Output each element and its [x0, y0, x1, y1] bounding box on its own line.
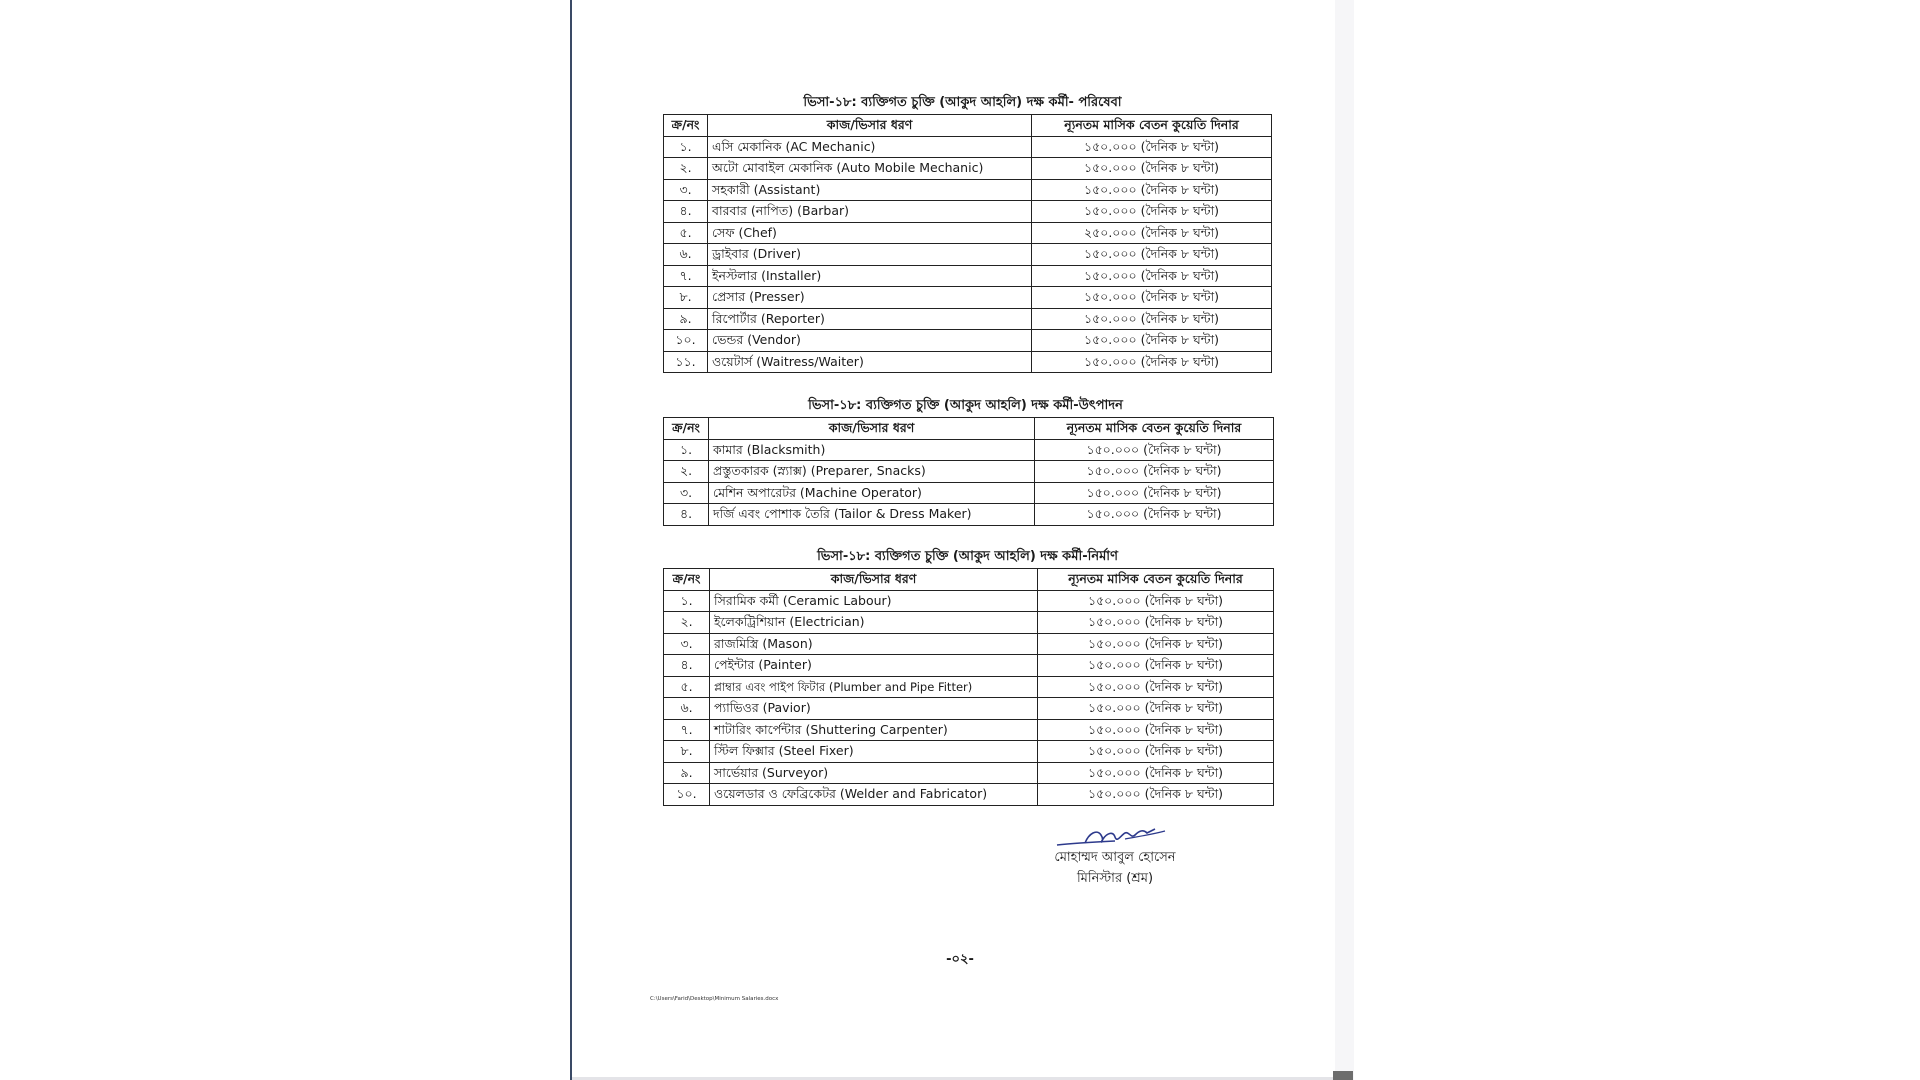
row-job: প্রস্তুতকারক (স্ন্যাক্স) (Preparer, Snacks) — [709, 461, 1035, 483]
signature-block — [1025, 825, 1205, 895]
row-job: সিরামিক কর্মী (Ceramic Labour) — [710, 590, 1038, 612]
row-serial: ১. — [664, 439, 709, 461]
row-wage: ১৫০.০০০ (দৈনিক ৮ ঘন্টা) — [1038, 784, 1274, 806]
row-wage: ১৫০.০০০ (দৈনিক ৮ ঘন্টা) — [1038, 633, 1274, 655]
table-row — [664, 265, 1272, 287]
table-row — [664, 698, 1274, 720]
row-job: ড্রাইবার (Driver) — [708, 244, 1032, 266]
row-job: ওয়েটার্স (Waitress/Waiter) — [708, 351, 1032, 373]
header-job-type: কাজ/ভিসার ধরণ — [708, 115, 1032, 137]
table-row — [664, 222, 1272, 244]
row-job: পেইন্টার (Painter) — [710, 655, 1038, 677]
row-wage: ১৫০.০০০ (দৈনিক ৮ ঘন্টা) — [1032, 351, 1272, 373]
row-job: বারবার (নাপিত) (Barbar) — [708, 201, 1032, 223]
row-serial: ৬. — [664, 244, 708, 266]
signatory-designation: মিনিস্টার (শ্রম) — [1076, 871, 1154, 886]
row-job: সহকারী (Assistant) — [708, 179, 1032, 201]
row-serial: ৫. — [664, 222, 708, 244]
row-wage: ১৫০.০০০ (দৈনিক ৮ ঘন্টা) — [1038, 719, 1274, 741]
row-serial: ১০. — [664, 330, 708, 352]
table-row — [664, 762, 1274, 784]
header-serial: ক্র/নং — [664, 115, 708, 137]
row-wage: ১৫০.০০০ (দৈনিক ৮ ঘন্টা) — [1032, 265, 1272, 287]
table-row — [664, 287, 1272, 309]
row-job: ভেন্ডর (Vendor) — [708, 330, 1032, 352]
page-right-margin — [1335, 0, 1354, 1080]
table-row — [664, 612, 1274, 634]
row-job: কামার (Blacksmith) — [709, 439, 1035, 461]
table-row — [664, 244, 1272, 266]
wage-table-services — [663, 114, 1272, 373]
header-job-type: কাজ/ভিসার ধরণ — [709, 418, 1035, 440]
row-serial: ১. — [664, 136, 708, 158]
section-title-production: ভিসা-১৮: ব্যক্তিগত চুক্তি (আকুদ আহলি) দক্ষ কর্মী-উৎপাদন — [808, 398, 1123, 413]
row-wage: ১৫০.০০০ (দৈনিক ৮ ঘন্টা) — [1032, 158, 1272, 180]
row-serial: ৩. — [664, 179, 708, 201]
row-wage: ১৫০.০০০ (দৈনিক ৮ ঘন্টা) — [1038, 655, 1274, 677]
row-job: প্যাভিওর (Pavior) — [710, 698, 1038, 720]
row-serial: ৩. — [664, 482, 709, 504]
row-job: এসি মেকানিক (AC Mechanic) — [708, 136, 1032, 158]
table-row — [664, 330, 1272, 352]
table-row — [664, 351, 1272, 373]
table-row — [664, 179, 1272, 201]
row-serial: ৪. — [664, 504, 709, 526]
row-job: মেশিন অপারেটর (Machine Operator) — [709, 482, 1035, 504]
table-row — [664, 590, 1274, 612]
row-wage: ২৫০.০০০ (দৈনিক ৮ ঘন্টা) — [1032, 222, 1272, 244]
row-wage: ১৫০.০০০ (দৈনিক ৮ ঘন্টা) — [1032, 201, 1272, 223]
row-job: স্টিল ফিক্সার (Steel Fixer) — [710, 741, 1038, 763]
wage-table-construction — [663, 568, 1274, 806]
row-serial: ৩. — [664, 633, 710, 655]
row-serial: ৬. — [664, 698, 710, 720]
row-serial: ২. — [664, 461, 709, 483]
row-job: ইনস্টলার (Installer) — [708, 265, 1032, 287]
row-serial: ৯. — [664, 308, 708, 330]
row-wage: ১৫০.০০০ (দৈনিক ৮ ঘন্টা) — [1035, 439, 1274, 461]
table-row — [664, 741, 1274, 763]
row-wage: ১৫০.০০০ (দৈনিক ৮ ঘন্টা) — [1038, 698, 1274, 720]
row-wage: ১৫০.০০০ (দৈনিক ৮ ঘন্টা) — [1032, 244, 1272, 266]
row-serial: ১. — [664, 590, 710, 612]
row-serial: ২. — [664, 158, 708, 180]
table-row — [664, 136, 1272, 158]
header-min-wage: ন্যূনতম মাসিক বেতন কুয়েতি দিনার — [1035, 418, 1274, 440]
row-wage: ১৫০.০০০ (দৈনিক ৮ ঘন্টা) — [1038, 762, 1274, 784]
header-serial: ক্র/নং — [664, 418, 709, 440]
table-row — [664, 482, 1274, 504]
row-wage: ১৫০.০০০ (দৈনিক ৮ ঘন্টা) — [1032, 179, 1272, 201]
row-job: প্রেসার (Presser) — [708, 287, 1032, 309]
row-serial: ৯. — [664, 762, 710, 784]
header-min-wage: ন্যূনতম মাসিক বেতন কুয়েতি দিনার — [1038, 569, 1274, 591]
wage-table-production — [663, 417, 1274, 526]
row-serial: ২. — [664, 612, 710, 634]
row-serial: ১১. — [664, 351, 708, 373]
row-job: সেফ (Chef) — [708, 222, 1032, 244]
row-job: প্লাম্বার এবং পাইপ ফিটার (Plumber and Pipe Fitter) — [710, 676, 1038, 698]
row-serial: ৭. — [664, 265, 708, 287]
row-wage: ১৫০.০০০ (দৈনিক ৮ ঘন্টা) — [1038, 612, 1274, 634]
row-wage: ১৫০.০০০ (দৈনিক ৮ ঘন্টা) — [1032, 136, 1272, 158]
row-serial: ৮. — [664, 287, 708, 309]
section-title-services: ভিসা-১৮: ব্যক্তিগত চুক্তি (আকুদ আহলি) দক্ষ কর্মী- পরিষেবা — [803, 95, 1122, 110]
table-row — [664, 676, 1274, 698]
row-job: সার্ভেয়ার (Surveyor) — [710, 762, 1038, 784]
table-row — [664, 784, 1274, 806]
table-row — [664, 158, 1272, 180]
row-job: দর্জি এবং পোশাক তৈরি (Tailor & Dress Maker) — [709, 504, 1035, 526]
row-job: রাজমিস্ত্রি (Mason) — [710, 633, 1038, 655]
row-wage: ১৫০.০০০ (দৈনিক ৮ ঘন্টা) — [1035, 504, 1274, 526]
page-number: -০২- — [946, 952, 974, 967]
row-job: রিপোর্টার (Reporter) — [708, 308, 1032, 330]
row-wage: ১৫০.০০০ (দৈনিক ৮ ঘন্টা) — [1038, 741, 1274, 763]
table-row — [664, 308, 1272, 330]
table-row — [664, 633, 1274, 655]
table-row — [664, 719, 1274, 741]
row-wage: ১৫০.০০০ (দৈনিক ৮ ঘন্টা) — [1032, 287, 1272, 309]
row-wage: ১৫০.০০০ (দৈনিক ৮ ঘন্টা) — [1032, 308, 1272, 330]
row-serial: ৪. — [664, 201, 708, 223]
table-row — [664, 439, 1274, 461]
row-wage: ১৫০.০০০ (দৈনিক ৮ ঘন্টা) — [1038, 590, 1274, 612]
row-wage: ১৫০.০০০ (দৈনিক ৮ ঘন্টা) — [1032, 330, 1272, 352]
table-row — [664, 461, 1274, 483]
scan-corner-mark — [1333, 1071, 1353, 1080]
row-wage: ১৫০.০০০ (দৈনিক ৮ ঘন্টা) — [1035, 482, 1274, 504]
row-wage: ১৫০.০০০ (দৈনিক ৮ ঘন্টা) — [1035, 461, 1274, 483]
row-job: শাটারিং কার্পেন্টার (Shuttering Carpenter) — [710, 719, 1038, 741]
signatory-name: মোহাম্মদ আবুল হোসেন — [1054, 850, 1176, 865]
header-serial: ক্র/নং — [664, 569, 710, 591]
table-row — [664, 655, 1274, 677]
row-wage: ১৫০.০০০ (দৈনিক ৮ ঘন্টা) — [1038, 676, 1274, 698]
row-serial: ৪. — [664, 655, 710, 677]
row-job: ইলেকট্রিশিয়ান (Electrician) — [710, 612, 1038, 634]
table-header-row — [664, 569, 1274, 591]
table-header-row — [664, 115, 1272, 137]
header-job-type: কাজ/ভিসার ধরণ — [710, 569, 1038, 591]
row-serial: ১০. — [664, 784, 710, 806]
row-serial: ৭. — [664, 719, 710, 741]
table-row — [664, 201, 1272, 223]
file-path-footer: C:\Users\Farid\Desktop\Minimum Salaries.docx — [650, 996, 779, 1002]
row-serial: ৮. — [664, 741, 710, 763]
row-job: অটো মোবাইল মেকানিক (Auto Mobile Mechanic) — [708, 158, 1032, 180]
table-header-row — [664, 418, 1274, 440]
section-title-construction: ভিসা-১৮: ব্যক্তিগত চুক্তি (আকুদ আহলি) দক্ষ কর্মী-নির্মাণ — [817, 549, 1118, 564]
row-job: ওয়েলডার ও ফেব্রিকেটর (Welder and Fabricator) — [710, 784, 1038, 806]
row-serial: ৫. — [664, 676, 710, 698]
table-row — [664, 504, 1274, 526]
header-min-wage: ন্যূনতম মাসিক বেতন কুয়েতি দিনার — [1032, 115, 1272, 137]
